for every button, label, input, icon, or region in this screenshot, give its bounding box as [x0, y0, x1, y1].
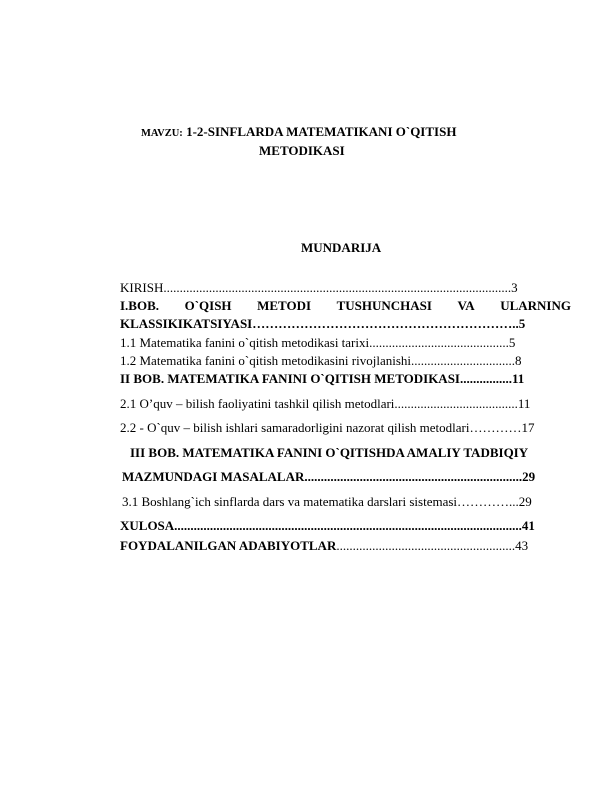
toc-conclusion: XULOSA...........................................................................................................41 — [120, 518, 535, 533]
toc-section-3-1: 3.1 Boshlang`ich sinflarda dars va matematika darslari sistemasi…………...29 — [122, 494, 532, 509]
ch1-word: VA — [457, 298, 475, 313]
topic-title-line2: METODIKASI — [259, 143, 345, 158]
toc-intro: KIRISH...........................................................................................................3 — [120, 280, 518, 295]
ch1-word: I.BOB. — [120, 298, 160, 313]
topic-title-line1: 1-2-SINFLARDA MATEMATIKANI O`QITISH — [186, 124, 457, 139]
toc-references — [120, 538, 528, 554]
toc-chapter3-line2: MAZMUNDAGI MASALALAR...................................................................29 — [122, 469, 536, 484]
toc-heading: MUNDARIJA — [301, 240, 382, 255]
toc-section-1-1: 1.1 Matematika fanini o`qitish metodikasi tarixi...........................................5 — [120, 335, 516, 350]
toc-chapter1-line1 — [120, 298, 571, 314]
toc-section-2-2: 2.2 - O`quv – bilish ishlari samaradorligini nazorat qilish metodlari…………17 — [120, 420, 535, 435]
ch1-word: ULARNING — [500, 298, 571, 313]
toc-chapter2: II BOB. MATEMATIKA FANINI O`QITISH METODIKASI................11 — [120, 371, 525, 386]
topic-label: MAVZU: — [141, 128, 183, 139]
toc-chapter3-line1: III BOB. MATEMATIKA FANINI O`QITISHDA AMALIY TADBIQIY — [130, 445, 529, 460]
toc-references-title: FOYDALANILGAN ADABIYOTLAR — [120, 538, 337, 553]
toc-section-2-1: 2.1 O’quv – bilish faoliyatini tashkil qilish metodlari......................................11 — [120, 396, 531, 411]
ch1-word: METODI — [257, 298, 312, 313]
ch1-word: TUSHUNCHASI — [336, 298, 432, 313]
toc-references-leader: .......................................................43 — [336, 538, 529, 553]
topic-title — [141, 124, 456, 140]
toc-chapter1-line2: KLASSIKIKATSIYASI……………………………………………………..5 — [120, 316, 526, 331]
ch1-word: O`QISH — [184, 298, 232, 313]
toc-section-1-2: 1.2 Matematika fanini o`qitish metodikasini rivojlanishi................................8 — [120, 353, 522, 368]
